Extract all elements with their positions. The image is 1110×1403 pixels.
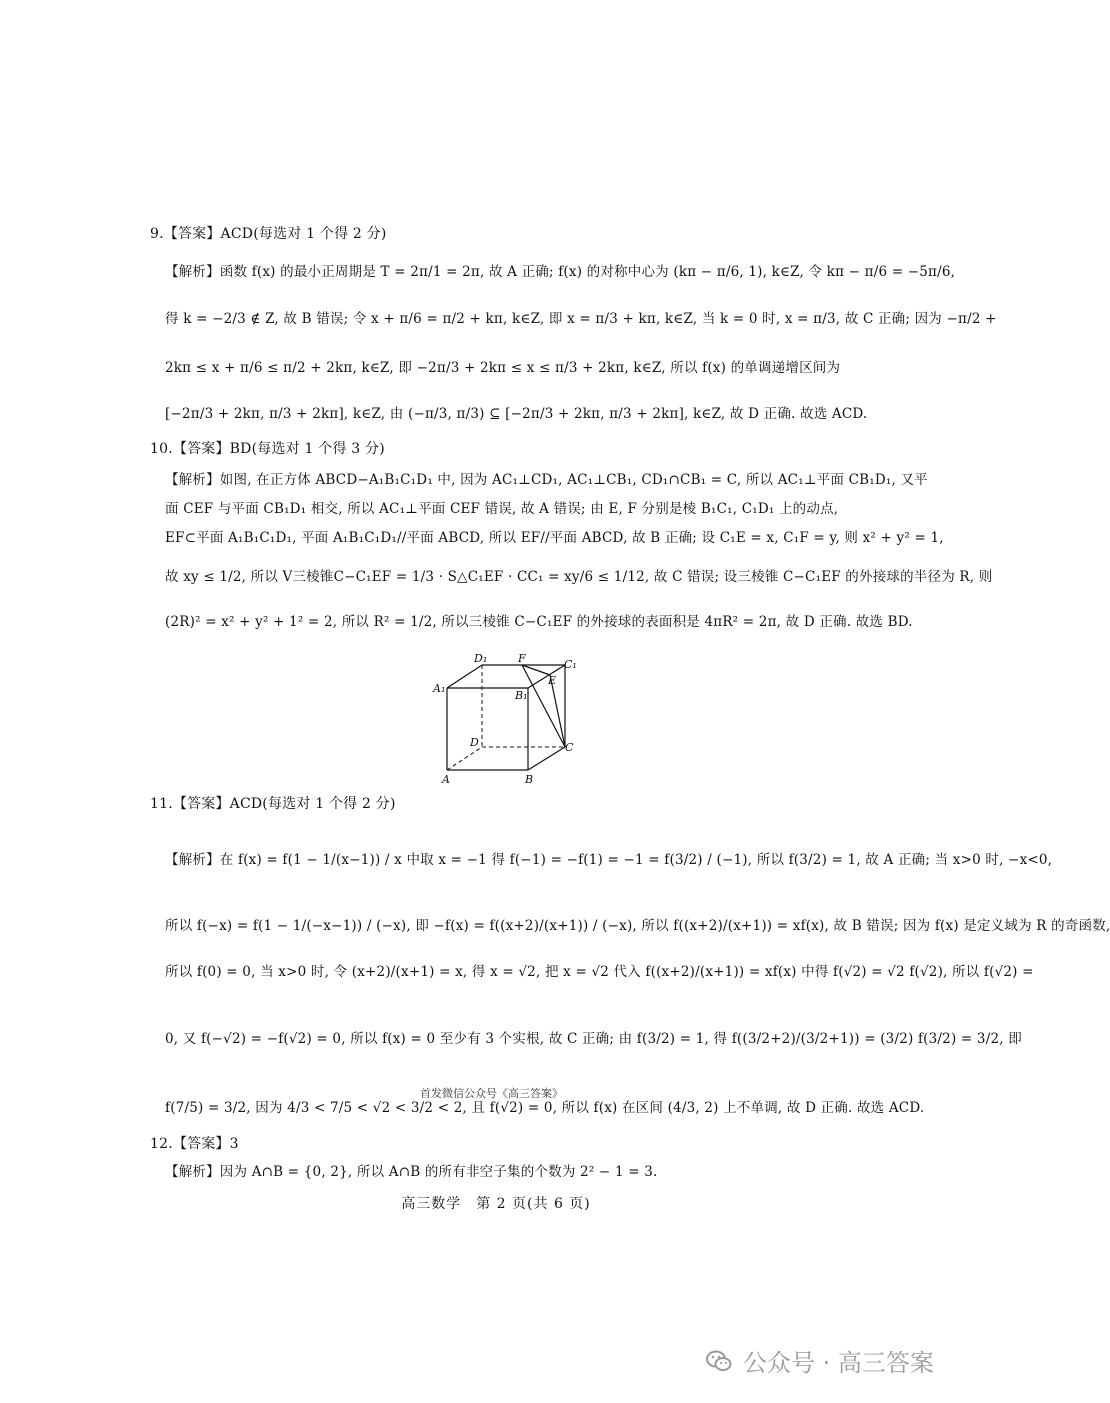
q10-analysis-line-1: 【解析】如图, 在正方体 ABCD−A₁B₁C₁D₁ 中, 因为 AC₁⊥CD₁, AC₁⊥CB₁, CD₁∩CB₁ = C, 所以 AC₁⊥平面 CB₁D₁, 又平 bbox=[165, 472, 928, 488]
q9-analysis-line-2: 得 k = −2/3 ∉ Z, 故 B 错误; 令 x + π/6 = π/2 + kπ, k∈Z, 即 x = π/3 + kπ, k∈Z, 当 k = 0 时, x = π/3, 故 C 正确; 因为 −π/2 + bbox=[165, 311, 997, 327]
label-b: B bbox=[525, 773, 534, 786]
wechat-icon bbox=[705, 1347, 733, 1375]
q11-answer: 11.【答案】ACD(每选对 1 个得 2 分) bbox=[150, 796, 396, 812]
corner-watermark bbox=[705, 1343, 934, 1378]
q9-analysis-line-1: 【解析】函数 f(x) 的最小正周期是 T = 2π/1 = 2π, 故 A 正确; f(x) 的对称中心为 (kπ − π/6, 1), k∈Z, 令 kπ − π/6 = −5π/6, bbox=[165, 264, 956, 280]
label-f: F bbox=[518, 652, 526, 665]
q10-analysis-line-2: 面 CEF 与平面 CB₁D₁ 相交, 所以 AC₁⊥平面 CEF 错误, 故 A 错误; 由 E, F 分别是棱 B₁C₁, C₁D₁ 上的动点, bbox=[165, 501, 839, 517]
label-e: E bbox=[548, 674, 557, 687]
label-d1: D₁ bbox=[474, 652, 488, 665]
q10-analysis-line-4: 故 xy ≤ 1/2, 所以 V三棱锥C−C₁EF = 1/3 · S△C₁EF · CC₁ = xy/6 ≤ 1/12, 故 C 错误; 设三棱锥 C−C₁EF 的外接球的半径为 R, 则 bbox=[165, 569, 993, 585]
q9-answer: 9.【答案】ACD(每选对 1 个得 2 分) bbox=[150, 226, 387, 242]
q9-analysis-line-4: [−2π/3 + 2kπ, π/3 + 2kπ], k∈Z, 由 (−π/3, π/3) ⊆ [−2π/3 + 2kπ, π/3 + 2kπ], k∈Z, 故 D 正确. 故选 ACD. bbox=[165, 406, 868, 422]
label-c: C bbox=[565, 741, 574, 754]
label-a: A bbox=[442, 773, 450, 786]
page-footer: 高三数学 第 2 页(共 6 页) bbox=[401, 1196, 591, 1212]
q10-answer: 10.【答案】BD(每选对 1 个得 3 分) bbox=[150, 441, 385, 457]
label-a1: A₁ bbox=[433, 682, 446, 695]
q12-analysis-line-1: 【解析】因为 A∩B = {0, 2}, 所以 A∩B 的所有非空子集的个数为 2² − 1 = 3. bbox=[165, 1164, 658, 1180]
q11-analysis-line-2: 所以 f(−x) = f(1 − 1/(−x−1)) / (−x), 即 −f(x) = f((x+2)/(x+1)) / (−x), 所以 f((x+2)/(x+1)) = xf(x), 故 B 错误; 因为 f(x) 是定义域为 R 的奇函数, bbox=[165, 918, 1110, 934]
mid-watermark-text: 首发微信公众号《高三答案》 bbox=[420, 1087, 563, 1100]
corner-watermark-text: 公众号 · 高三答案 bbox=[743, 1349, 934, 1377]
q11-analysis-line-3: 所以 f(0) = 0, 当 x>0 时, 令 (x+2)/(x+1) = x, 得 x = √2, 把 x = √2 代入 f((x+2)/(x+1)) = xf(x) 中得 f(√2) = √2 f(√2), 所以 f(√2) = bbox=[165, 964, 1034, 980]
q9-analysis-line-3: 2kπ ≤ x + π/6 ≤ π/2 + 2kπ, k∈Z, 即 −2π/3 + 2kπ ≤ x ≤ π/3 + 2kπ, k∈Z, 所以 f(x) 的单调递增区间为 bbox=[165, 360, 841, 376]
label-c1: C₁ bbox=[564, 658, 577, 671]
q10-analysis-line-5: (2R)² = x² + y² + 1² = 2, 所以 R² = 1/2, 所以三棱锥 C−C₁EF 的外接球的表面积是 4πR² = 2π, 故 D 正确. 故选 BD. bbox=[165, 614, 913, 630]
q11-analysis-line-5: f(7/5) = 3/2, 因为 4/3 < 7/5 < √2 < 3/2 < 2, 且 f(√2) = 0, 所以 f(x) 在区间 (4/3, 2) 上不单调, 故 D 正确. 故选 ACD. bbox=[165, 1100, 925, 1116]
label-b1: B₁ bbox=[515, 689, 528, 702]
q11-analysis-line-1: 【解析】在 f(x) = f(1 − 1/(x−1)) / x 中取 x = −1 得 f(−1) = −f(1) = −1 = f(3/2) / (−1), 所以 f(3/2) = 1, 故 A 正确; 当 x>0 时, −x<0, bbox=[165, 852, 1053, 868]
label-d: D bbox=[470, 736, 479, 749]
q10-analysis-line-3: EF⊂平面 A₁B₁C₁D₁, 平面 A₁B₁C₁D₁//平面 ABCD, 所以 EF//平面 ABCD, 故 B 正确; 设 C₁E = x, C₁F = y, 则 x² + y² = 1, bbox=[165, 530, 944, 546]
q11-analysis-line-4: 0, 又 f(−√2) = −f(√2) = 0, 所以 f(x) = 0 至少有 3 个实根, 故 C 正确; 由 f(3/2) = 1, 得 f((3/2+2)/(3/2+1)) = (3/2) f(3/2) = 3/2, 即 bbox=[165, 1031, 1022, 1047]
cube-figure bbox=[425, 650, 585, 785]
q12-answer: 12.【答案】3 bbox=[150, 1136, 239, 1152]
